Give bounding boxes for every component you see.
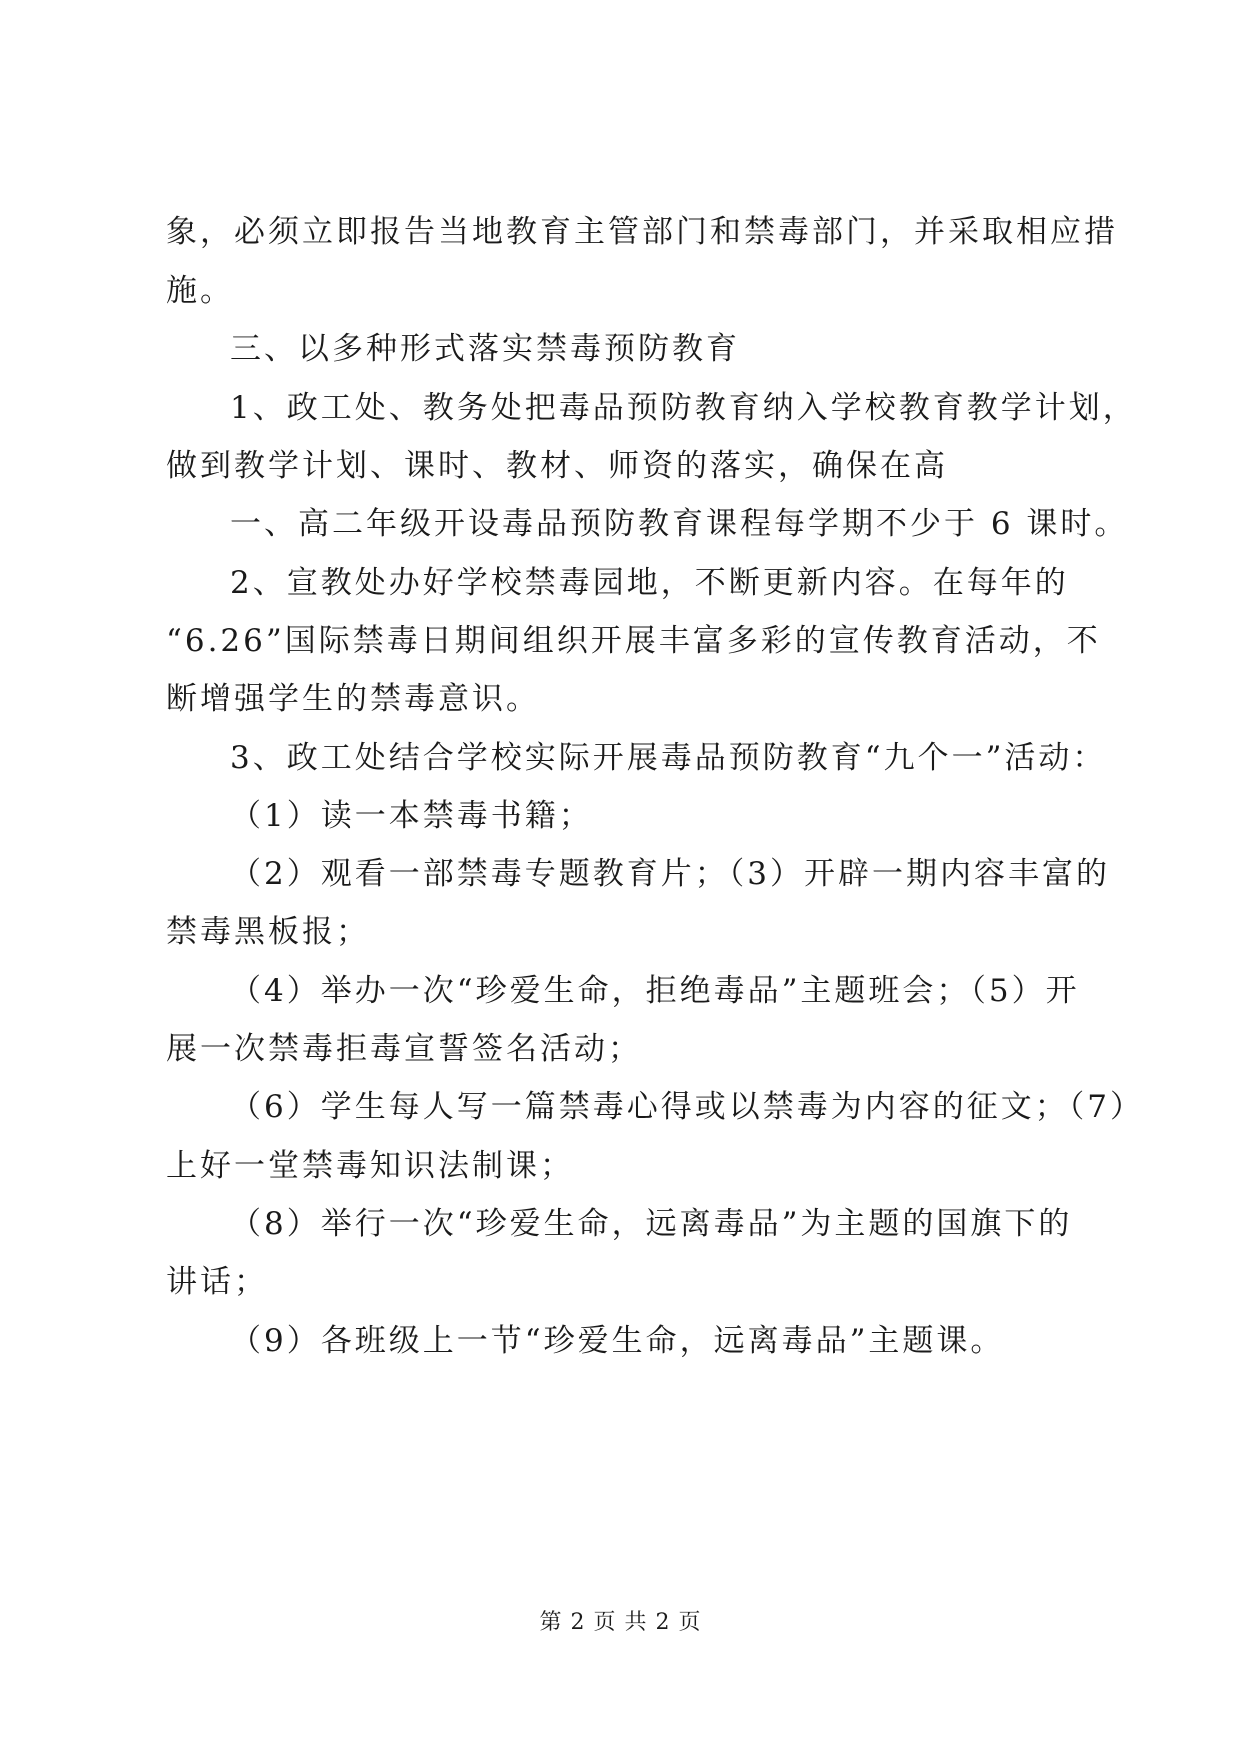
paragraph-line: 2、宣教处办好学校禁毒园地，不断更新内容。在每年的: [230, 565, 1069, 601]
page-footer: 第 2 页 共 2 页: [539, 1610, 702, 1635]
list-item: （6）学生每人写一篇禁毒心得或以禁毒为内容的征文；（7）: [230, 1089, 1144, 1125]
list-item-continuation: 禁毒黑板报；: [166, 914, 370, 950]
paragraph-line: 3、政工处结合学校实际开展毒品预防教育“九个一”活动：: [230, 740, 1107, 776]
list-item: （4）举办一次“珍爱生命，拒绝毒品”主题班会；（5）开: [230, 973, 1080, 1009]
paragraph-line: 1、政工处、教务处把毒品预防教育纳入学校教育教学计划，: [230, 390, 1137, 426]
paragraph-line: 施。: [166, 273, 234, 309]
paragraph-line: 断增强学生的禁毒意识。: [166, 681, 540, 717]
list-item-continuation: 上好一堂禁毒知识法制课；: [166, 1148, 574, 1184]
list-item: （1）读一本禁毒书籍；: [230, 798, 593, 834]
list-item: （8）举行一次“珍爱生命，远离毒品”为主题的国旗下的: [230, 1206, 1073, 1242]
list-item: （9）各班级上一节“珍爱生命，远离毒品”主题课。: [230, 1323, 1005, 1359]
section-heading: 三、以多种形式落实禁毒预防教育: [230, 331, 740, 367]
list-item: （2）观看一部禁毒专题教育片；（3）开辟一期内容丰富的: [230, 856, 1110, 892]
list-item-continuation: 讲话；: [166, 1264, 268, 1300]
paragraph-line: 象，必须立即报告当地教育主管部门和禁毒部门，并采取相应措: [166, 214, 1118, 250]
paragraph-line: “6.26”国际禁毒日期间组织开展丰富多彩的宣传教育活动，不: [166, 623, 1101, 659]
paragraph-line: 一、高二年级开设毒品预防教育课程每学期不少于 6 课时。: [230, 506, 1129, 542]
paragraph-line: 做到教学计划、课时、教材、师资的落实，确保在高: [166, 448, 948, 484]
list-item-continuation: 展一次禁毒拒毒宣誓签名活动；: [166, 1031, 642, 1067]
